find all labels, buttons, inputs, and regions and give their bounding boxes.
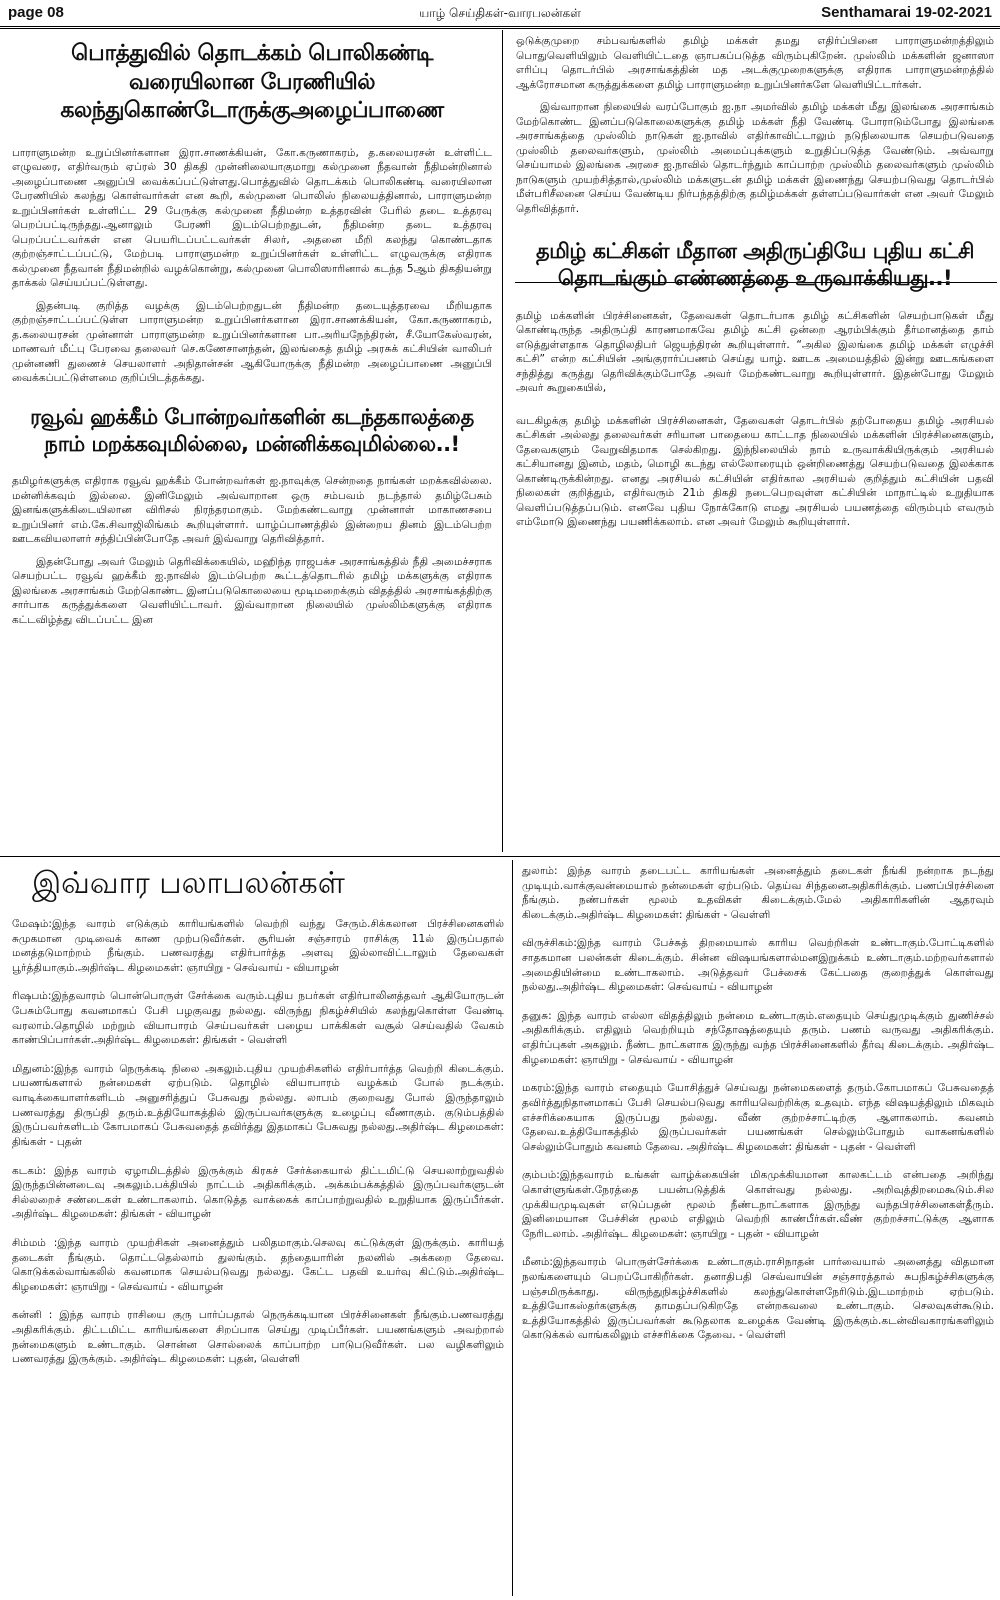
- article2-paragraph: இதன்போது அவர் மேலும் தெரிவிக்கையில், மஹிந்த ராஜபக்ச அரசாங்கத்தில் நீதி அமைச்சராக செயற்பட்ட ரவூவ் ஹக்கீம் ஐ.நாவில் இடம்பெற்ற கூட்டத்தொடரில் தமிழ் மக்களுக்கு எதிராக இலங்கை அரசாங்கம் மேற்கொண்ட இனப்படுகொலையை மூடிமறைக்கும் விதத்தில் அரசாங்கத்திற்கு சார்பாக கருத்துக்களை வெளியிட்டாவர். இவ்வாறான நிலையில் முஸ்லிம்களுக்கு எதிராக கட்டவிழ்த்து விடப்பட்ட இன: [12, 555, 492, 626]
- top-left-column: [12, 40, 492, 852]
- article3-title: தமிழ் கட்சிகள் மீதான அதிருப்தியே புதிய கட்சி தொடங்கும் எண்ணத்தை உருவாக்கியது..!: [536, 239, 974, 291]
- horoscope-sign: தனுசு: இந்த வாரம் எல்லா விதத்திலும் நன்மை உண்டாகும்.எதையும் செய்துமுடிக்கும் துணிச்சல் அதிகரிக்கும். எதிலும் வெற்றியும் சந்தோஷத்தையும் தரும். பணம் வருவது அதிகரிக்கும். எதிர்ப்புகள் அகலும். நீண்ட நாட்களாக இருந்து வந்த பிரச்சினைகளில் தீர்வு கிடைக்கும். அதிர்ஷ்ட கிழமைகள்: ஞாயிறு - செவ்வாய் - வியாழன்: [522, 1009, 994, 1066]
- horoscope-sign: துலாம்: இந்த வாரம் தடைபட்ட காரியங்கள் அனைத்தும் தடைகள் நீங்கி நன்றாக நடந்து முடியும்.வாக்குவன்மையால் நன்மைகள் ஏற்படும். தெய்வ சிந்தனைஅதிகரிக்கும். பணப்பிரச்சினை நீங்கும். நண்பர்கள் மூலம் உதவிகள் கிடைக்கும்.மேல் அதிகாரிகளின் ஆதரவும் கிடைக்கும்.அதிர்ஷ்ட கிழமைகள்: திங்கள் - வெள்ளி: [522, 865, 994, 921]
- column-divider-top: [502, 30, 503, 852]
- horoscope-sign: மகரம்:இந்த வாரம் எதையும் யோசித்துச் செய்வது நன்மைகளைத் தரும்.கோபமாகப் பேசுவதைத் தவிர்த்துநிதானமாகப் பேசி செயல்படுவது காரியவெற்றிக்கு உதவும். எந்த விஷயத்திலும் மிகவும் எச்சரிக்கையாக இருப்பது நல்லது. வீண் குற்றச்சாட்டிற்கு ஆளாகலாம். கவனம் தேவை.உத்தியோகத்தில் இருப்பவர்கள் பயணங்கள் செல்லும்போதும் வாகனங்களில் செல்லும்போதும் கவனம் தேவை. அதிர்ஷ்ட கிழமைகள்: திங்கள் - புதன் - வெள்ளி: [522, 1082, 994, 1153]
- horoscope-title: இவ்வார பலாபலன்கள்: [32, 866, 345, 901]
- top-right-column: [516, 34, 994, 852]
- article2-continued-paragraph: ஒடுக்குமுறை சம்பவங்களில் தமிழ் மக்கள் தமது எதிர்ப்பினை பாராளுமன்றத்திலும் பொதுவெளியிலும் வெளியிட்டதை ஞாபகப்படுத்த விரும்புகிறேன். முஸ்லிம் மக்களின் ஜனாஸா எரிப்பு தொடர்பில் அரசாங்கத்தின் மத அடக்குமுறைகளுக்கு எதிராக பாராளுமன்றத்தில் ஆக்ரோசமான கருத்துக்களை தமிழ் பாராளுமன்ற உறுப்பினர்களே வெளியிட்டார்கள்.: [516, 35, 994, 91]
- column-divider-bottom: [512, 860, 513, 1596]
- article1-title: பொத்துவில் தொடக்கம் பொலிகண்டி வரையிலான பேரணியில் கலந்துகொண்டோருக்குஅழைப்பாணை: [60, 41, 444, 124]
- section-name: யாழ் செய்திகள்-வாரபலன்கள்: [419, 6, 581, 20]
- horoscope-sign: மீனம்:இந்தவாரம் பொருள்சேர்க்கை உண்டாகும்.ராசிநாதன் பார்வையால் அனைத்து விதமான நலங்களையும் பெறப்போகிறீர்கள். தனாதிபதி செவ்வாயின் சஞ்சாரத்தால் சுபநிகழ்ச்சிகளுக்கு பஞ்சமிருக்காது. விருந்துநிகழ்ச்சிகளில் கலந்துகொள்ளநேரிடும்.இடமாற்றம் ஏற்படும். உத்தியோகஸ்தர்களுக்கு தாமதப்படுகிறதே என்றகவலை உண்டாகும். செலவுகள்கூடும். உத்தியோகத்தில் இருப்பவர்கள் கூடுதலாக உழைக்க வேண்டி இருக்கும்.கடன்விவகாரங்களிலும் கொடுக்கல் வாங்கலிலும் எச்சரிக்கை தேவை. - வெள்ளி: [522, 1256, 994, 1342]
- horoscope-left-column: [12, 862, 504, 1596]
- article3-paragraph: தமிழ் மக்களின் பிரச்சினைகள், தேவைகள் தொடர்பாக தமிழ் கட்சிகளின் செயற்பாடுகள் மீது கொண்டிருந்த அதிருப்தி காரணமாகவே தமிழ் கட்சி ஒன்றை ஆரம்பிக்கும் தீர்மானத்தை தாம் எடுத்துள்ளதாக தொழிலதிபர் ஜெயந்திரன் கூறியுள்ளார். “அகில இலங்கை தமிழ் மக்கள் எழுச்சி கட்சி” என்ற கட்சியின் அங்குரார்ப்பணம் செய்து யாழ். ஊடக அமையத்தில் இன்று ஊடகங்களை சந்தித்து கருத்து தெரிவிக்கும்போதே அவர் மேற்கண்டவாறு கூறியுள்ளார். இதன்போது மேலும் அவர் கூறுகையில்,: [516, 309, 994, 395]
- horoscope-right-column: [522, 864, 994, 1596]
- publication-date: Senthamarai 19-02-2021: [821, 4, 992, 21]
- article2-paragraph: தமிழர்களுக்கு எதிராக ரவூவ் ஹக்கீம் போன்றவர்கள் ஐ.நாவுக்கு சென்றதை நாங்கள் மறக்கவில்லை. மன்னிக்கவும் இல்லை. இனிமேலும் அவ்வாறான ஒரு சம்பவம் நடந்தால் தமிழ்பேசும் இனங்களுக்கிடையிலான விரிசல் நிரந்தரமாகும். மேற்கண்டவாறு முன்னாள் மாகாணசபை உறுப்பினர் எம்.கே.சிவாஜிலிங்கம் கூறியுள்ளார். யாழ்ப்பாணத்தில் இன்றைய தினம் இடம்பெற்ற ஊடகவியலாளர் சந்திப்பின்போதே அவர் இவ்வாறு தெரிவித்தார்.: [12, 475, 492, 546]
- page-header: [0, 0, 1000, 29]
- horoscope-sign: கன்னி : இந்த வாரம் ராசியை குரு பார்ப்பதால் நெருக்கடியான பிரச்சினைகள் நீங்கும்.பணவரத்து அதிகரிக்கும். திட்டமிட்ட காரியங்களை சிறப்பாக செய்து முடிப்பீர்கள். பயணங்களும் அவற்றால் நன்மைகளும் உண்டாகும். சொன்ன சொல்லைக் காப்பாற்ற பாடுபடுவீர்கள். பல வழிகளிலும் பணவரத்து இருக்கும். அதிர்ஷ்ட கிழமைகள்: புதன், வெள்ளி: [12, 1309, 504, 1366]
- horoscope-sign: விருச்சிகம்:இந்த வாரம் பேச்சுத் திறமையால் காரிய வெற்றிகள் உண்டாகும்.போட்டிகளில் சாதகமான பலன்கள் கிடைக்கும். சின்ன விஷயங்களால்மனஇறுக்கம் உண்டாகும்.மற்றவர்களால் அமைதியின்மை உண்டாகலாம். அடுத்தவர் பேச்சைக் கேட்பதை குறைத்துக் கொள்வது நல்லது.அதிர்ஷ்ட கிழமைகள்: செவ்வாய் - வியாழன்: [522, 937, 994, 994]
- horoscope-sign: கடகம்: இந்த வாரம் ஏழாமிடத்தில் இருக்கும் கிரகச் சேர்க்கையால் திட்டமிட்டு செயலாற்றுவதில் இருந்தபின்னடைவு அகலும்.பக்தியில் நாட்டம் அதிகரிக்கும். அக்கம்பக்கத்தில் இருப்பவர்களுடன் சில்லறைச் சண்டைகள் உண்டாகலாம். கொடுத்த வாக்கைக் காப்பாற்றுவதில் உறுதியாக இருப்பீர்கள். அதிர்ஷ்ட கிழமைகள்: திங்கள் - வியாழன்: [12, 1164, 504, 1221]
- article1-paragraph: இதன்படி குறித்த வழக்கு இடம்பெற்றதுடன் நீதிமன்ற தடையுத்தரவை மீறியதாக குற்றஞ்சாட்டப்பட்டுள்ள பாராளுமன்ற உறுப்பினர்களான இரா.சாணக்கியன், கோ.கருணாகரம், த.கலையரசன் முன்னாள் பாராளுமன்ற உறுப்பினர்களான பா.அரியநேந்திரன், சீ.யோகேஸ்வரன், மாணவர் மீட்பு பேரவை தலைவர் செ.கணேசானந்தன், இலங்கைத் தமிழ் அரசுக் கட்சியின் வாலிபர் முன்னணி துணைச் செயலாளர் அநிதான்சன் ஆகியோருக்கு நீதிமன்ற அழைப்பாணை அனுப்பி வைக்கப்பட்டுள்ளமை குறிப்பிடத்தக்கது.: [12, 299, 492, 385]
- section-divider: [0, 856, 1000, 857]
- article2-title: ரவூவ் ஹக்கீம் போன்றவர்களின் கடந்தகாலத்தை நாம் மறக்கவுமில்லை, மன்னிக்கவுமில்லை..!: [30, 404, 474, 457]
- horoscope-sign: மேஷம்:இந்த வாரம் எடுக்கும் காரியங்களில் வெற்றி வந்து சேரும்.சிக்கலான பிரச்சினைகளில் சுமுகமான முடிவைக் காண முற்படுவீர்கள். சூரியன் சஞ்சாரம் ராசிக்கு 11ல் இருப்பதால் மனத்தடுமாற்றம் நீங்கும். பணவரத்து எதிர்பார்த்த அளவு இல்லாவிட்டாலும் தேவைகள் பூர்த்தியாகும்.அதிர்ஷ்ட கிழமைகள்: ஞாயிறு - செவ்வாய் - வியாழன்: [12, 918, 504, 974]
- article3-paragraph: வடகிழக்கு தமிழ் மக்களின் பிரச்சினைகள், தேவைகள் தொடர்பில் தற்போதைய தமிழ் அரசியல் கட்சிகள் அல்லது தலைவர்கள் சரியான பாதையை காட்டாத நிலையில் மக்களின் பிரச்சினைகளும், தேவைகளும் வேறுவிதமாக செல்கிறது. இந்நிலையில் நாம் உருவாக்கியிருக்கும் அரசியல் கட்சியானது இனம், மதம், மொழி கடந்து எல்லோரையும் ஒன்றிணைத்து செயற்படுவதை இலக்காக கொண்டிருக்கின்றது. எனது அரசியல் கட்சியின் எதிர்கால அரசியல் குறித்தும் கட்சியின் பதவி நிலைகள் குறித்தும், எதிர்வரும் 21ம் திகதி நடைபெறவுள்ள கட்சியின் மாநாட்டில் உறுதியாக வெளிப்படுத்தப்படும். எனவே புதிய நோக்கோடு எமது அரசியல் பயணத்தை விரும்பும் எவரும் எம்மோடு இணைந்து பயணிக்கலாம். என அவர் மேலும் கூறியுள்ளார்.: [516, 414, 994, 529]
- article2-continued-paragraph: இவ்வாறான நிலையில் வரப்போகும் ஐ.நா அமர்வில் தமிழ் மக்கள் மீது இலங்கை அரசாங்கம் மேற்கொண்ட இனப்படுகொலைகளுக்கு தமிழ் மக்கள் நீதி வேண்டி போராடும்போது இலங்கை அரசாங்கத்தை முஸ்லிம் நாடுகள் ஐ.நாவில் எதிர்காவிட்டாலும் நடுநிலையாக செயற்படுவதை முஸ்லிம் தலைவர்களும், முஸ்லிம் அமைப்புக்களும் உறுதிப்படுத்த வேண்டும். அவ்வாறு செய்யாமல் இலங்கை அரசை ஐ.நாவில் தொடர்ந்தும் காப்பாற்ற முஸ்லிம் தலைவர்களும் முஸ்லிம் நாடுகளும் முயற்சித்தால்,முஸ்லிம் மக்களுடன் தமிழ் மக்கள் இணைந்து செயற்படுவது தொடர்பில் மீள்பரிசீலனை செய்ய வேண்டிய நிர்பந்தத்திற்கு தமிழ்மக்கள் தள்ளப்படுவார்கள் என அவர் மேலும் தெரிவித்தார்.: [516, 101, 994, 215]
- article1-paragraph: பாராளுமன்ற உறுப்பினர்களான இரா.சாணக்கியன், கோ.கருணாகரம், த.கலையரசன் உள்ளிட்ட எழுவரை, எதிர்வரும் ஏப்ரல் 30 திகதி முன்னிலையாகுமாறு கல்முனை நீதவான் நீதிமன்றினால் அழைப்பாணை அனுப்பி வைக்கப்பட்டுள்ளது.பொத்துவில் தொடக்கம் பொலிகண்டி வரையிலான பேரணியில் கலந்து கொள்வார்கள் என கூறி, கல்முனை பொலிஸ் நிலையத்தினால், பாராளுமன்ற உறுப்பினர்கள் உள்ளிட்ட 29 பேருக்கு கல்முனை நீதிமன்ற உத்தரவின் பேரில் தடை உத்தரவு பெறப்பட்டிருந்தது.ஆனாலும் பேரணி இடம்பெற்றதுடன், நீதிமன்ற தடை உத்தரவு பெறப்பட்டவர்கள் என பெயரிடப்பட்டவர்கள் சிலர், அதனை மீறி கலந்து கொண்டதாக குற்றஞ்சாட்டப்பட்டு, மேற்படி பாராளுமன்ற உறுப்பினர்கள் உள்ளிட்ட எழுவருக்கு எதிராக கல்முனை நீதவான் நீதிமன்றில் வழக்கொன்று, கல்முனை பொலிஸாரினால் கடந்த 5ஆம் திகதியன்று தாக்கல் செய்யப்பட்டுள்ளது.: [12, 146, 492, 290]
- horoscope-sign: ரிஷபம்:இந்தவாரம் பொன்பொருள் சேர்க்கை வரும்.புதிய நபர்கள் எதிர்பாலினத்தவர் ஆகியோருடன் பேசும்போது கவனமாகப் பேசி பழகுவது நல்லது. விருந்து நிகழ்ச்சியில் கலந்துகொள்ள வேண்டி வரலாம்.தொழில் மற்றும் வியாபாரம் செய்பவர்கள் பழைய பாக்கிகள் வசூல் செய்வதில் வேகம் காண்பிப்பார்கள்.அதிர்ஷ்ட கிழமைகள்: திங்கள் - வெள்ளி: [12, 990, 504, 1047]
- horoscope-sign: சிம்மம் :இந்த வாரம் முயற்சிகள் அனைத்தும் பலிதமாகும்.செலவு கட்டுக்குள் இருக்கும். காரியத் தடைகள் நீங்கும். தொட்டதெல்லாம் துலங்கும். தந்தையாரின் நலனில் அக்கறை தேவை. கொடுக்கல்வாங்கலில் கவனமாக செயல்படுவது நல்லது. கேட்ட பதவி உயர்வு கிட்டும்.அதிர்ஷ்ட கிழமைகள்: ஞாயிறு - செவ்வாய் - வியாழன்: [12, 1236, 504, 1293]
- horoscope-sign: மிதுனம்:இந்த வாரம் நெருக்கடி நிலை அகலும்.புதிய முயற்சிகளில் எதிர்பார்த்த வெற்றி கிடைக்கும். பயணங்களால் நன்மைகள் ஏற்படும். தொழில் வியாபாரம் வழக்கம் போல் நடக்கும். வாடிக்கையாளர்களிடம் அனுசரித்துப் பேசுவது நல்லது. லாபம் குறைவது போல் இருந்தாலும் பணவரத்து திருப்தி தரும்.உத்தியோகத்தில் இருப்பவர்களுக்கு உழைப்பு வீணாகும். குடும்பத்தில் இருப்பவர்களிடம் கோபமாகப் பேசுவதைத் தவிர்த்து இதமாகப் பேசுவது நல்லது.அதிர்ஷ்ட கிழமைகள்: திங்கள் - புதன்: [12, 1062, 504, 1148]
- page-number: page 08: [8, 4, 64, 21]
- horoscope-sign: கும்பம்:இந்தவாரம் உங்கள் வாழ்க்கையின் மிகமுக்கியமான காலகட்டம் என்பதை அறிந்து கொள்ளுங்கள்.நேரத்தை பயன்படுத்திக் கொள்வது நல்லது. அறிவுத்திறமைகூடும்.சில முக்கியமுடிவுகள் எடுப்பதன் மூலம் நீண்டநாட்களாக இருந்து வந்தபிரச்சினைகள்தீரும். இனிமையான பேச்சின் மூலம் எதிலும் வெற்றி காண்பீர்கள்.வீண் குற்றச்சாட்டுக்கு ஆளாக நேரிடலாம். அதிர்ஷ்ட கிழமைகள்: ஞாயிறு - புதன் - வியாழன்: [522, 1169, 994, 1240]
